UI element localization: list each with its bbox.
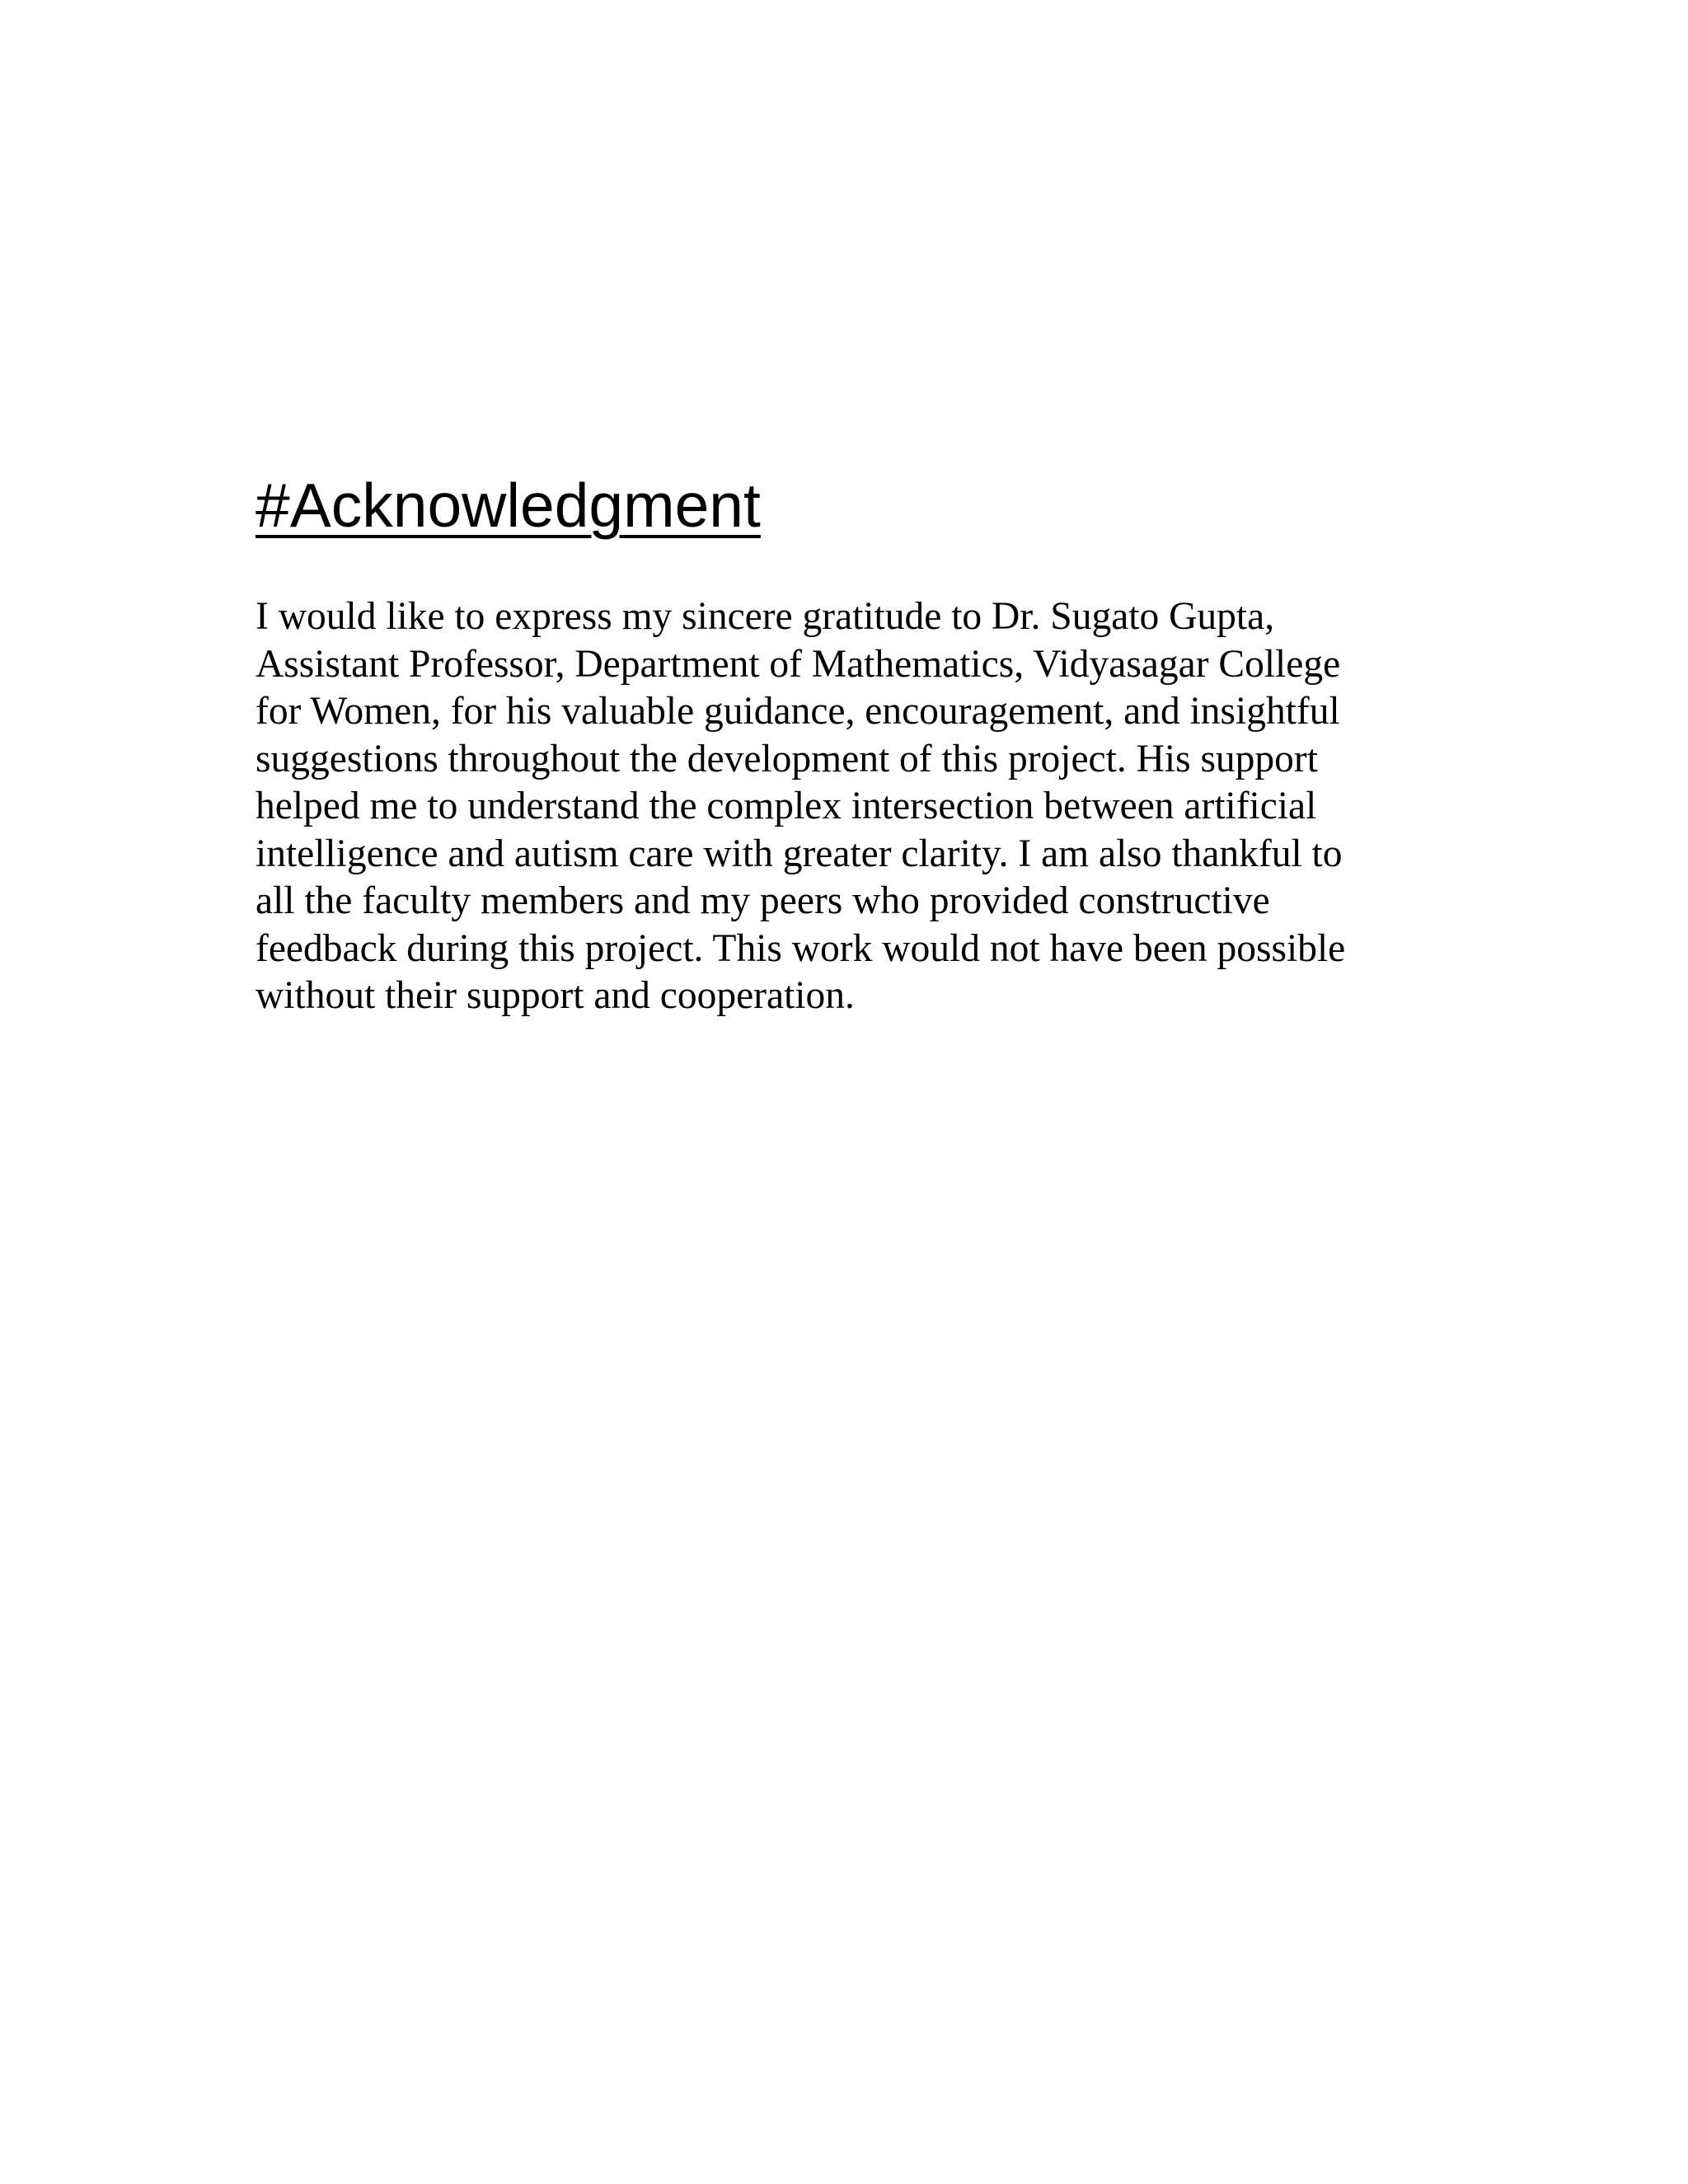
page-heading: #Acknowledgment — [256, 471, 761, 540]
paragraph-line: I would like to express my sincere gratitude to Dr. Sugato Gupta, — [256, 595, 1275, 638]
paragraph-line: feedback during this project. This work would not have been possible — [256, 926, 1346, 970]
paragraph-line: without their support and cooperation. — [256, 974, 855, 1017]
paragraph-line: Assistant Professor, Department of Mathematics, Vidyasagar College — [256, 642, 1341, 686]
paragraph-line: suggestions throughout the development of this project. His support — [256, 737, 1318, 780]
paragraph-line: all the faculty members and my peers who provided constructive — [256, 879, 1270, 922]
paragraph-line: intelligence and autism care with greater clarity. I am also thankful to — [256, 832, 1343, 875]
paragraph-line: helped me to understand the complex intersection between artificial — [256, 785, 1317, 827]
acknowledgment-paragraph — [256, 593, 1434, 1020]
paragraph-line: for Women, for his valuable guidance, encouragement, and insightful — [256, 690, 1340, 733]
